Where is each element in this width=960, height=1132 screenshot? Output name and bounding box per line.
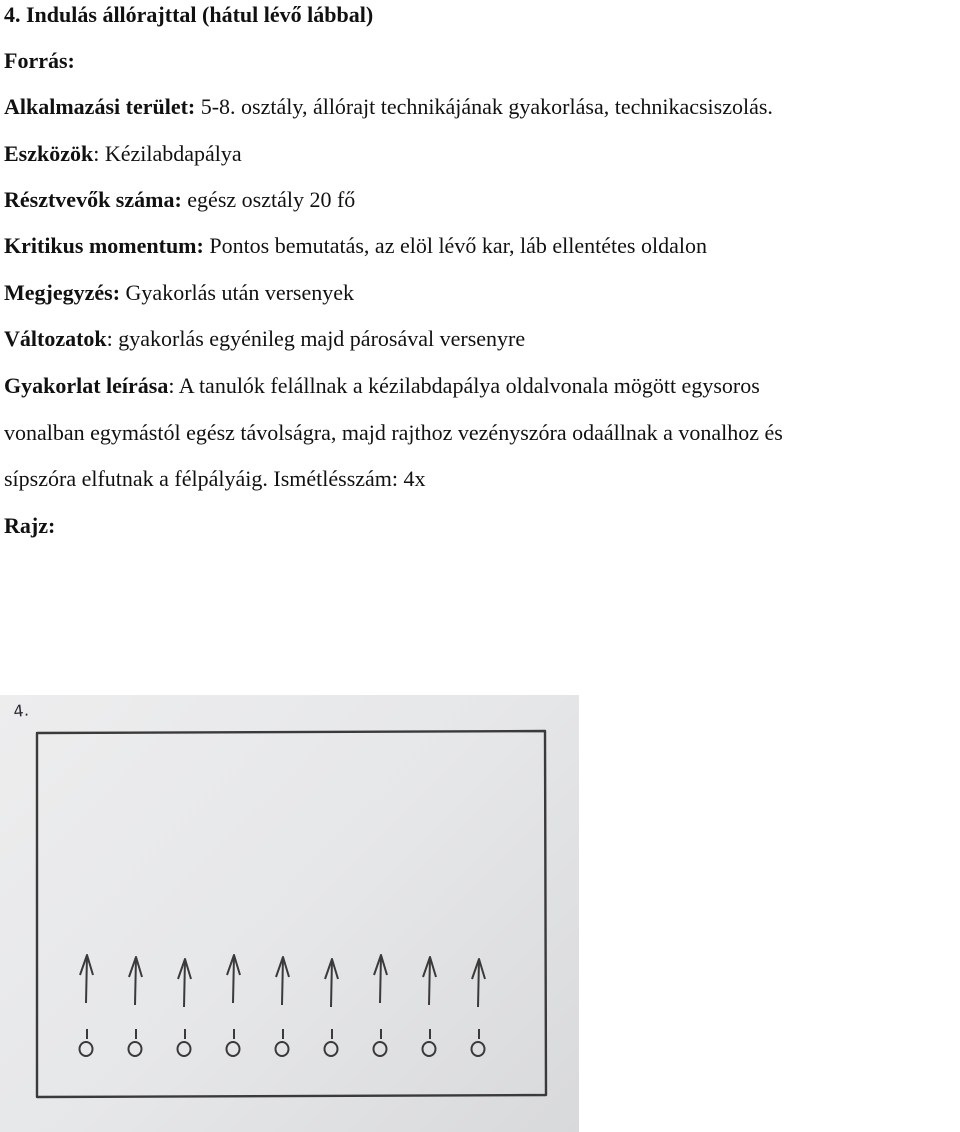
field-value: : Kézilabdapálya <box>93 141 242 166</box>
field-value: 5-8. osztály, állórajt technikájának gyakorlása, technikacsiszolás. <box>195 94 773 119</box>
field-variants <box>4 326 525 352</box>
arrow-shaft <box>135 957 136 1005</box>
field-label: Forrás: <box>4 48 75 73</box>
player-circle <box>276 1042 289 1056</box>
arrow-shaft <box>478 959 479 1007</box>
field-equipment <box>4 141 242 167</box>
field-note <box>4 280 354 306</box>
field-source <box>4 48 75 74</box>
court-outline <box>37 731 546 1097</box>
description-label: Gyakorlat leírása <box>4 373 169 398</box>
field-area <box>4 94 773 120</box>
hand-drawn-sketch <box>0 695 579 1132</box>
player-marker <box>227 955 241 1056</box>
player-marker <box>325 959 339 1056</box>
description-line-3: sípszóra elfutnak a félpályáig. Ismétlésszám: 4x <box>4 466 426 491</box>
description-text: : A tanulók felállnak a kézilabdapálya oldalvonala mögött egysoros <box>168 373 760 398</box>
player-marker <box>472 959 486 1056</box>
drawing-photo <box>0 695 579 1132</box>
player-marker <box>423 957 437 1056</box>
arrow-shaft <box>282 957 283 1005</box>
arrow-shaft <box>331 959 332 1007</box>
field-label: Kritikus momentum: <box>4 233 204 258</box>
field-critical-moment <box>4 233 707 259</box>
field-label: Résztvevők száma: <box>4 187 182 212</box>
arrow-shaft <box>86 955 87 1003</box>
description-line-2: vonalban egymástól egész távolságra, majd rajthoz vezényszóra odaállnak a vonalhoz és <box>4 420 783 445</box>
arrow-shaft <box>233 955 234 1003</box>
player-circle <box>374 1042 387 1056</box>
drawing-label: Rajz: <box>4 513 56 538</box>
player-circle <box>472 1042 485 1056</box>
player-circle <box>80 1042 93 1056</box>
arrow-shaft <box>380 955 381 1003</box>
description-line-1 <box>4 373 760 399</box>
player-marker <box>276 957 290 1056</box>
field-participants <box>4 187 355 213</box>
field-value: Gyakorlás után versenyek <box>120 280 355 305</box>
corner-mark: 4. <box>12 700 30 721</box>
player-circle <box>227 1042 240 1056</box>
player-marker <box>129 957 143 1056</box>
player-circle <box>423 1042 436 1056</box>
players-row <box>80 955 486 1056</box>
player-circle <box>129 1042 142 1056</box>
player-circle <box>325 1042 338 1056</box>
player-marker <box>178 959 192 1056</box>
field-label: Változatok <box>4 326 107 351</box>
arrow-shaft <box>429 957 430 1005</box>
player-marker <box>80 955 94 1056</box>
field-value: Pontos bemutatás, az elöl lévő kar, láb ellentétes oldalon <box>203 233 707 258</box>
field-label: Alkalmazási terület: <box>4 94 196 119</box>
field-value: egész osztály 20 fő <box>181 187 356 212</box>
player-marker <box>374 955 388 1056</box>
player-circle <box>178 1042 191 1056</box>
field-value: : gyakorlás egyénileg majd párosával versenyre <box>106 326 526 351</box>
field-label: Eszközök <box>4 141 94 166</box>
exercise-title: 4. Indulás állórajttal (hátul lévő lábbal) <box>4 2 374 27</box>
arrow-shaft <box>184 959 185 1007</box>
field-label: Megjegyzés: <box>4 280 121 305</box>
